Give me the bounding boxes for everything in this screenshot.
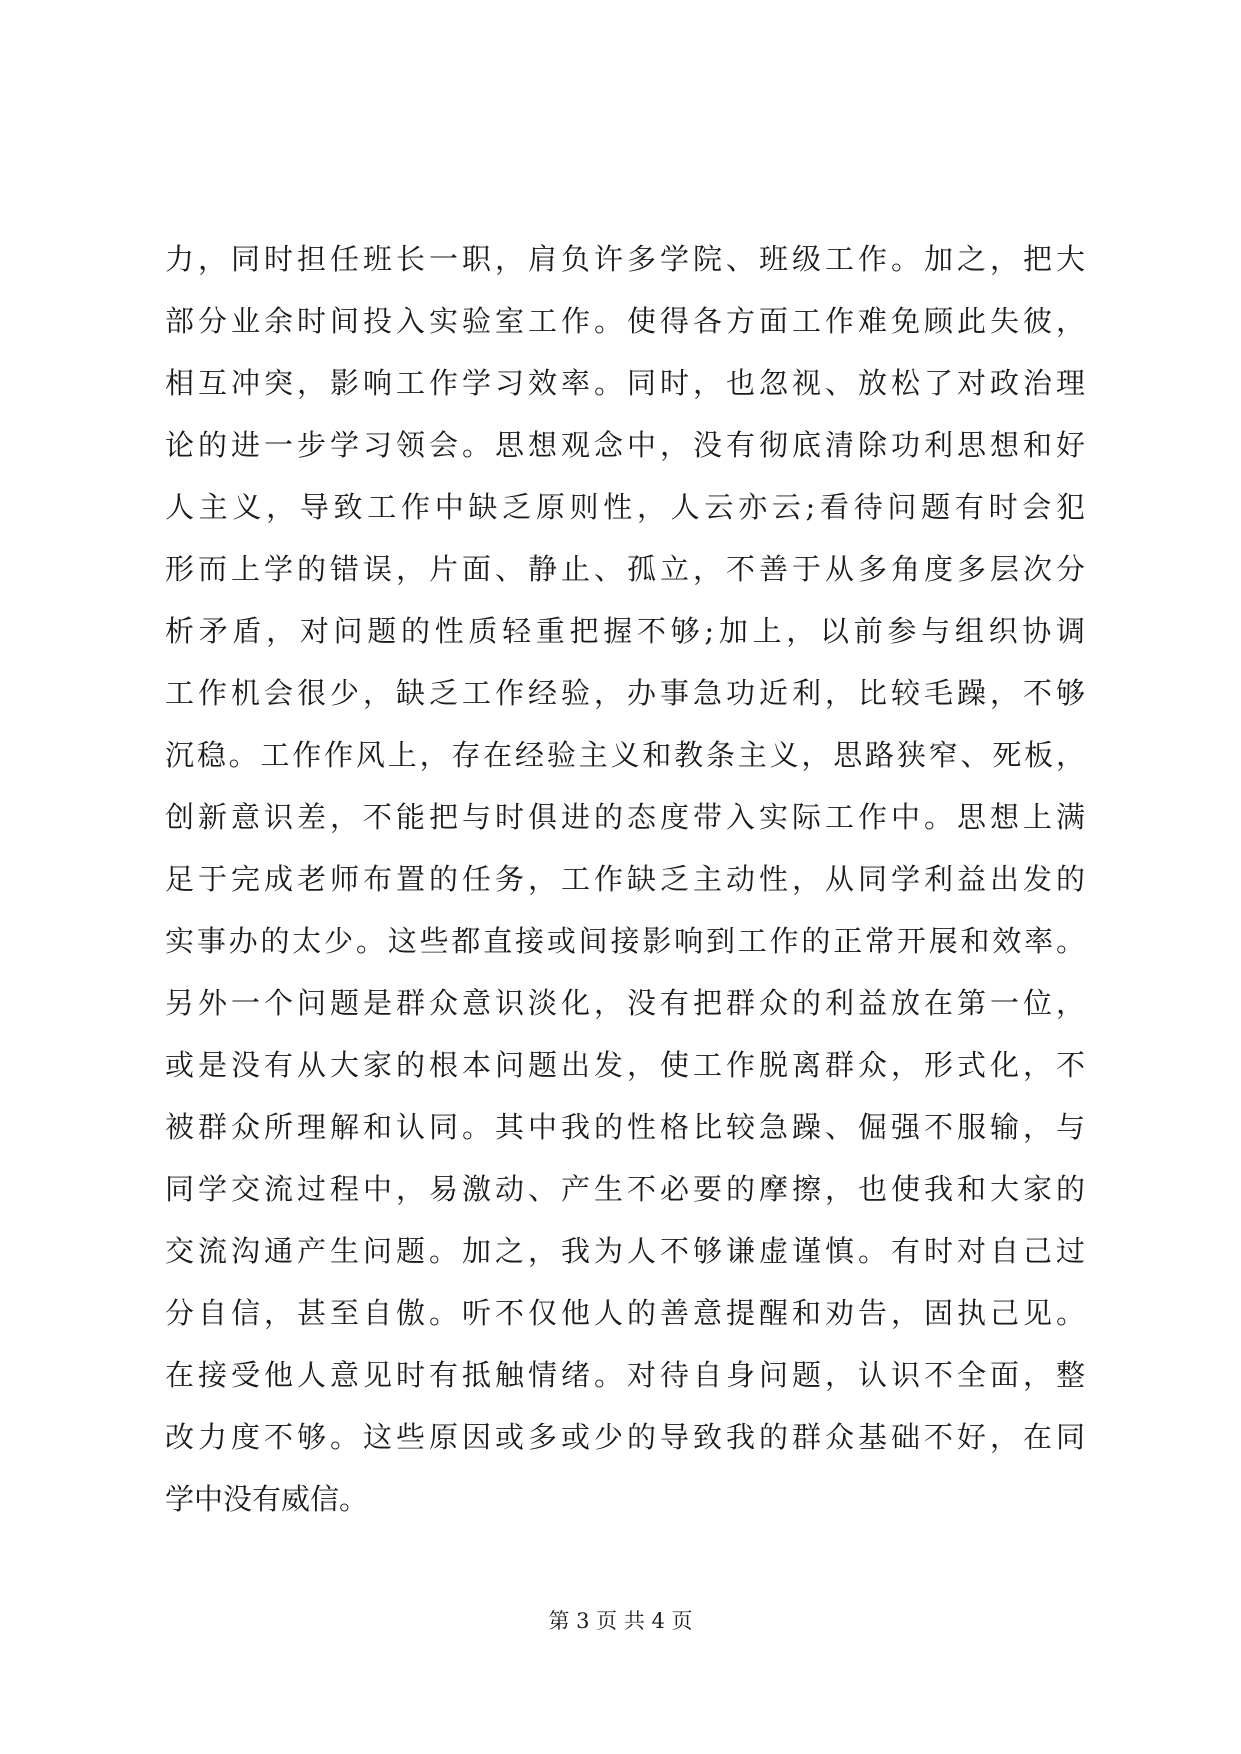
text-line: 另外一个问题是群众意识淡化，没有把群众的利益放在第一位， bbox=[165, 986, 1085, 1020]
text-line: 交流沟通产生问题。加之，我为人不够谦虚谨慎。有时对自己过 bbox=[165, 1234, 1085, 1268]
text-line: 被群众所理解和认同。其中我的性格比较急躁、倔强不服输，与 bbox=[165, 1110, 1085, 1144]
text-line: 形而上学的错误，片面、静止、孤立，不善于从多角度多层次分 bbox=[165, 552, 1085, 586]
text-line: 分自信，甚至自傲。听不仅他人的善意提醒和劝告，固执己见。 bbox=[165, 1296, 1085, 1330]
text-line: 在接受他人意见时有抵触情绪。对待自身问题，认识不全面，整 bbox=[165, 1358, 1085, 1392]
text-line: 创新意识差，不能把与时俱进的态度带入实际工作中。思想上满 bbox=[165, 800, 1085, 834]
text-line: 部分业余时间投入实验室工作。使得各方面工作难免顾此失彼， bbox=[165, 304, 1085, 338]
text-line: 力，同时担任班长一职，肩负许多学院、班级工作。加之，把大 bbox=[165, 242, 1085, 276]
text-line: 学中没有威信。 bbox=[165, 1482, 369, 1516]
text-line: 析矛盾，对问题的性质轻重把握不够;加上，以前参与组织协调 bbox=[165, 614, 1085, 648]
text-line: 相互冲突，影响工作学习效率。同时，也忽视、放松了对政治理 bbox=[165, 366, 1085, 400]
text-line: 论的进一步学习领会。思想观念中，没有彻底清除功利思想和好 bbox=[165, 428, 1085, 462]
page-footer bbox=[0, 1606, 1241, 1636]
text-line: 实事办的太少。这些都直接或间接影响到工作的正常开展和效率。 bbox=[165, 924, 1085, 958]
body-text bbox=[165, 228, 1085, 1530]
page-number: 第 3 页 共 4 页 bbox=[548, 1609, 693, 1633]
text-line: 人主义，导致工作中缺乏原则性，人云亦云;看待问题有时会犯 bbox=[165, 490, 1085, 524]
text-line: 同学交流过程中，易激动、产生不必要的摩擦，也使我和大家的 bbox=[165, 1172, 1085, 1206]
text-line: 或是没有从大家的根本问题出发，使工作脱离群众，形式化，不 bbox=[165, 1048, 1085, 1082]
text-line: 工作机会很少，缺乏工作经验，办事急功近利，比较毛躁，不够 bbox=[165, 676, 1085, 710]
text-line: 足于完成老师布置的任务，工作缺乏主动性，从同学利益出发的 bbox=[165, 862, 1085, 896]
text-line: 沉稳。工作作风上，存在经验主义和教条主义，思路狭窄、死板， bbox=[165, 738, 1085, 772]
text-line: 改力度不够。这些原因或多或少的导致我的群众基础不好，在同 bbox=[165, 1420, 1085, 1454]
